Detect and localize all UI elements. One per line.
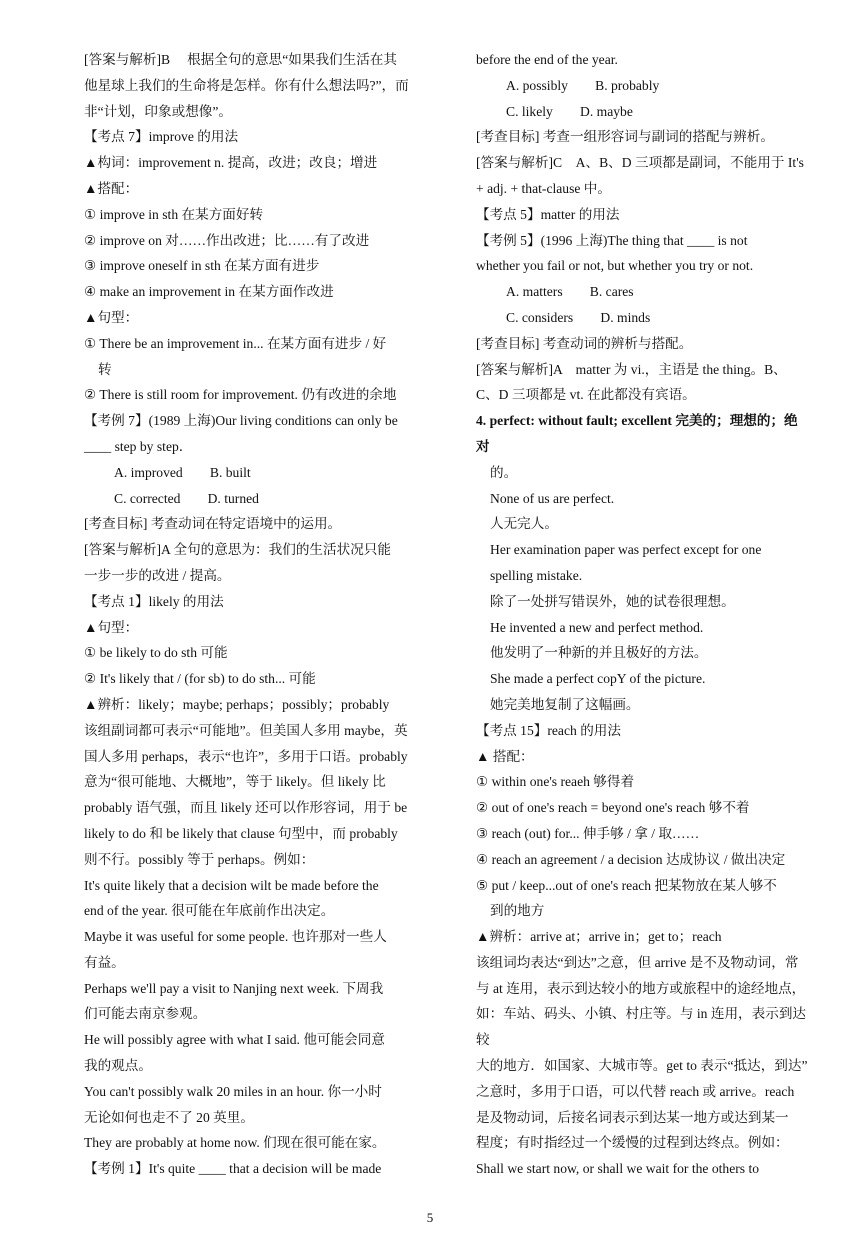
- text-line: 较: [476, 1032, 490, 1048]
- text-line: 一步一步的改进 / 提高。: [84, 567, 231, 583]
- text-line: 的。: [490, 464, 518, 480]
- text-line: 他星球上我们的生命将是怎样。你有什么想法吗?”，而: [84, 77, 409, 93]
- text-line: 【考例 7】(1989 上海)Our living conditions can only be: [84, 413, 398, 429]
- text-line: C. likely D. maybe: [506, 103, 633, 119]
- text-line: 到的地方: [490, 903, 545, 919]
- text-line: C. corrected D. turned: [114, 490, 259, 506]
- text-line: They are probably at home now. 们现在很可能在家。: [84, 1135, 386, 1151]
- text-line: ▲搭配：: [84, 180, 139, 196]
- text-line: 与 at 连用，表示到达较小的地方或旅程中的途经地点，: [476, 980, 806, 996]
- text-line: end of the year. 很可能在年底前作出决定。: [84, 903, 335, 919]
- text-line: A. matters B. cares: [506, 284, 634, 300]
- text-line: ▲辨析：likely；maybe; perhaps；possibly；probably: [84, 696, 390, 712]
- text-line: probably 语气强，而且 likely 还可以作形容词，用于 be: [84, 800, 408, 816]
- text-line: ④ make an improvement in 在某方面作改进: [84, 284, 334, 300]
- text-line: ② out of one's reach = beyond one's reach 够不着: [476, 800, 750, 816]
- text-line: ① within one's reaeh 够得着: [476, 774, 635, 790]
- text-line: 【考例 5】(1996 上海)The thing that ____ is not: [476, 232, 748, 248]
- text-line: [答案与解析]C A、B、D 三项都是副词，不能用于 It's: [476, 155, 804, 171]
- text-line: A. possibly B. probably: [506, 77, 660, 93]
- text-line: He invented a new and perfect method.: [490, 619, 704, 635]
- text-line: 非“计划，印象或想像”。: [84, 103, 233, 119]
- text-line: ▲构词：improvement n. 提高，改进；改良；增进: [84, 155, 378, 171]
- page-number: 5: [426, 1210, 434, 1225]
- text-line: Perhaps we'll pay a visit to Nanjing next week. 下周我: [84, 980, 384, 996]
- text-line: He will possibly agree with what I said. 他可能会同意: [84, 1032, 385, 1048]
- text-line: 【考点 5】matter 的用法: [476, 206, 620, 222]
- text-line: ⑤ put / keep...out of one's reach 把某物放在某人够不: [476, 877, 777, 893]
- text-line: ▲辨析：arrive at；arrive in；get to；reach: [476, 929, 722, 945]
- text-line: whether you fail or not, but whether you try or not.: [476, 258, 754, 274]
- text-line: A. improved B. built: [114, 464, 251, 480]
- right-column: [476, 47, 838, 1182]
- text-line: 国人多用 perhaps，表示“也许”，多用于口语。probably: [84, 748, 408, 764]
- text-line: C. considers D. minds: [506, 309, 651, 325]
- text-line: ③ improve oneself in sth 在某方面有进步: [84, 258, 320, 274]
- text-line: 之意时，多用于口语，可以代替 reach 或 arrive。reach: [476, 1083, 795, 1099]
- text-line: 大的地方．如国家、大城市等。get to 表示“抵达，到达”: [476, 1058, 808, 1074]
- text-line: 4. perfect: without fault; excellent 完美的；理想的；绝: [476, 413, 798, 429]
- text-line: 程度；有时指经过一个缓慢的过程到达终点。例如：: [476, 1135, 789, 1151]
- text-line: 则不行。possibly 等于 perhaps。例如：: [84, 851, 315, 867]
- text-line: 们可能去南京参观。: [84, 1006, 207, 1022]
- text-line: 【考点 15】reach 的用法: [476, 722, 621, 738]
- text-line: before the end of the year.: [476, 52, 618, 67]
- text-line: [考查目标] 考查动词在特定语境中的运用。: [84, 516, 342, 532]
- text-line: 转: [98, 361, 112, 377]
- text-line: 该组词均表达“到达”之意，但 arrive 是不及物动词，常: [476, 954, 799, 970]
- text-line: 【考例 1】It's quite ____ that a decision will be made: [84, 1161, 382, 1177]
- text-line: ① be likely to do sth 可能: [84, 645, 228, 661]
- text-line: ▲ 搭配：: [476, 748, 534, 764]
- text-line: 他发明了一种新的并且极好的方法。: [490, 645, 708, 661]
- text-line: [答案与解析]A 全句的意思为：我们的生活状况只能: [84, 542, 391, 558]
- text-line: ④ reach an agreement / a decision 达成协议 / 做出决定: [476, 851, 786, 867]
- text-line: ② improve on 对……作出改进；比……有了改进: [84, 232, 370, 248]
- text-line: 如：车站、码头、小镇、村庄等。与 in 连用，表示到达: [476, 1006, 807, 1022]
- text-line: [答案与解析]A matter 为 vi.，主语是 the thing。B、: [476, 361, 787, 377]
- text-line: Her examination paper was perfect except for one: [490, 542, 762, 558]
- text-line: 意为“很可能地、大概地”，等于 likely。但 likely 比: [84, 774, 386, 790]
- text-line: ② It's likely that / (for sb) to do sth... 可能: [84, 671, 316, 687]
- text-line: You can't possibly walk 20 miles in an hour. 你一小时: [84, 1083, 382, 1099]
- text-line: C、D 三项都是 vt. 在此都没有宾语。: [476, 387, 696, 403]
- text-line: Shall we start now, or shall we wait for the others to: [476, 1161, 760, 1177]
- text-line: likely to do 和 be likely that clause 句型中，而 probably: [84, 825, 398, 841]
- text-line: ③ reach (out) for... 伸手够 / 拿 / 取……: [476, 825, 700, 841]
- text-line: Maybe it was useful for some people. 也许那对一些人: [84, 929, 387, 945]
- text-line: It's quite likely that a decision wilt be made before the: [84, 877, 379, 893]
- text-line: ____ step by step．: [84, 438, 193, 454]
- text-line: She made a perfect copY of the picture.: [490, 671, 706, 687]
- text-line: 除了一处拼写错误外，她的试卷很理想。: [490, 593, 735, 609]
- text-line: + adj. + that-clause 中。: [476, 180, 611, 196]
- left-column: [84, 47, 446, 1182]
- text-line: ▲句型：: [84, 619, 139, 635]
- text-line: 有益。: [84, 954, 125, 970]
- text-line: [考查目标] 考查动词的辨析与搭配。: [476, 335, 693, 351]
- text-line: [答案与解析]B 根据全句的意思“如果我们生活在其: [84, 52, 398, 67]
- text-line: spelling mistake.: [490, 567, 583, 583]
- text-line: ① improve in sth 在某方面好转: [84, 206, 264, 222]
- text-line: 无论如何也走不了 20 英里。: [84, 1109, 254, 1125]
- text-line: 她完美地复制了这幅画。: [490, 696, 640, 712]
- text-line: 对: [476, 438, 490, 454]
- text-line: 人无完人。: [490, 516, 558, 532]
- text-line: ② There is still room for improvement. 仍有改进的余地: [84, 387, 397, 403]
- text-line: 我的观点。: [84, 1058, 152, 1074]
- text-line: 是及物动词，后接名词表示到达某一地方或达到某一: [476, 1109, 789, 1125]
- text-line: ▲句型：: [84, 309, 139, 325]
- text-line: [考查目标] 考查一组形容词与副词的搭配与辨析。: [476, 129, 774, 145]
- text-line: 【考点 7】improve 的用法: [84, 129, 239, 145]
- text-line: ① There be an improvement in... 在某方面有进步 / 好: [84, 335, 387, 351]
- text-line: None of us are perfect.: [490, 490, 615, 506]
- text-line: 【考点 1】likely 的用法: [84, 593, 224, 609]
- text-line: 该组副词都可表示“可能地”。但美国人多用 maybe，英: [84, 722, 408, 738]
